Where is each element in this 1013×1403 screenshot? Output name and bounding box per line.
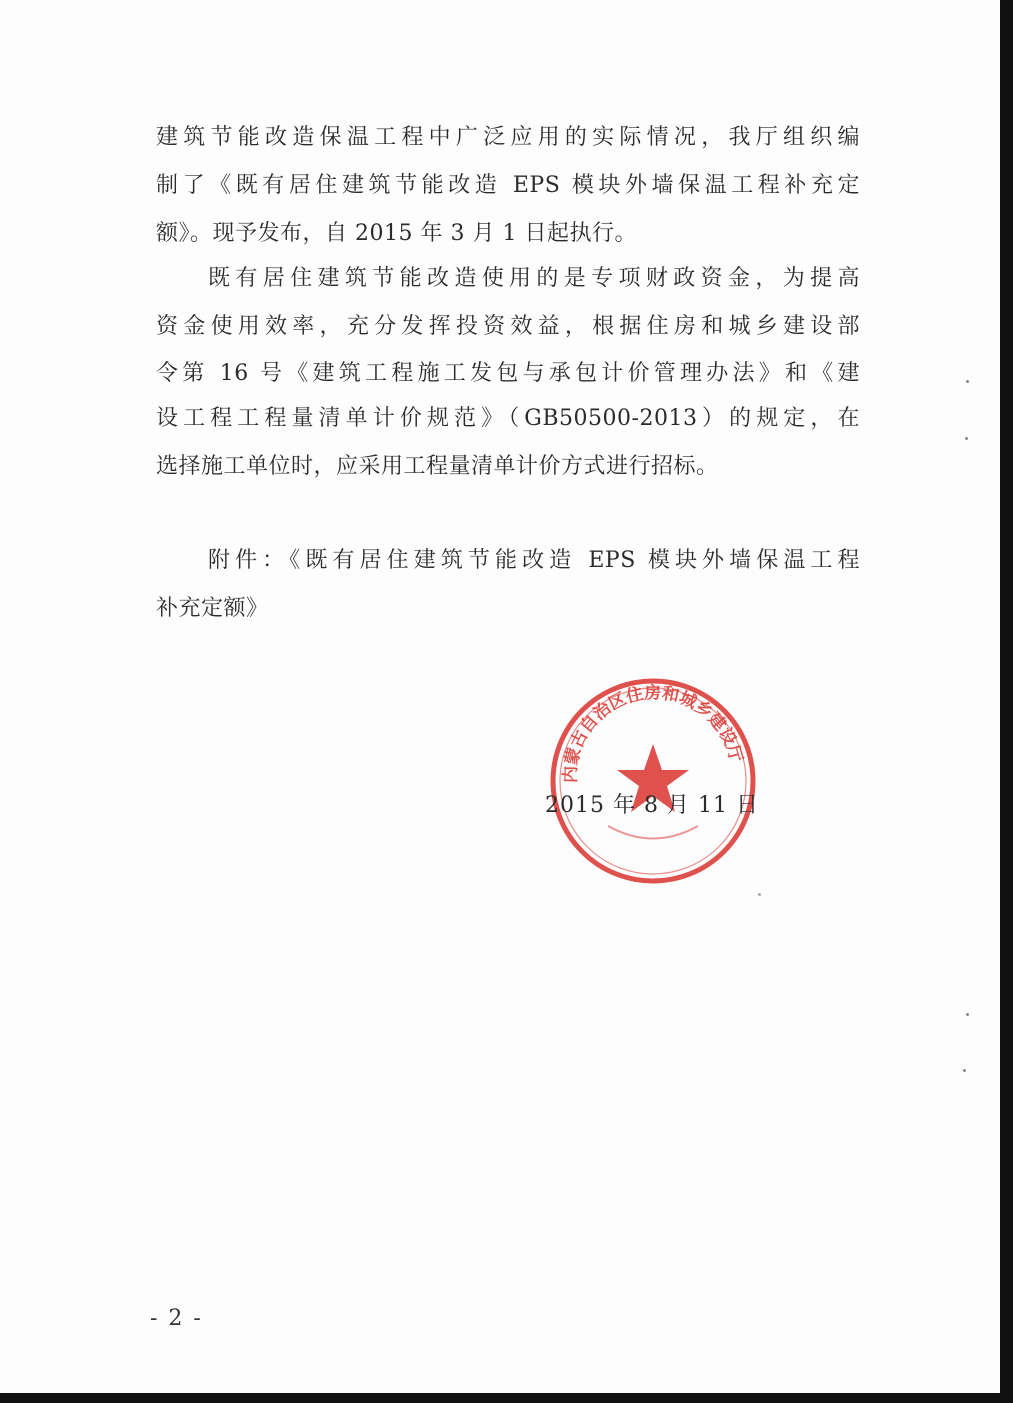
body-line-4: 既有居住建筑节能改造使用的是专项财政资金，为提高 bbox=[208, 266, 860, 291]
scan-speck bbox=[758, 893, 761, 896]
page-number: - 2 - bbox=[150, 1306, 203, 1331]
body-line-6: 令第 16 号《建筑工程施工发包与承包计价管理办法》和《建 bbox=[156, 361, 860, 386]
body-line-7: 设工程工程量清单计价规范》（GB50500-2013）的规定，在 bbox=[156, 406, 860, 431]
signature-date: 2015 年 8 月 11 日 bbox=[545, 793, 759, 818]
body-line-2: 制了《既有居住建筑节能改造 EPS 模块外墙保温工程补充定 bbox=[156, 173, 860, 198]
scan-speck bbox=[963, 1069, 966, 1072]
body-line-8: 选择施工单位时，应采用工程量清单计价方式进行招标。 bbox=[156, 454, 719, 479]
scan-speck bbox=[965, 437, 968, 440]
scan-speck bbox=[966, 380, 969, 383]
body-line-5: 资金使用效率，充分发挥投资效益，根据住房和城乡建设部 bbox=[156, 314, 860, 339]
attachment-line-1: 附件：《既有居住建筑节能改造 EPS 模块外墙保温工程 bbox=[208, 548, 860, 573]
scan-speck bbox=[966, 1013, 969, 1016]
seal-text: 内蒙古自治区住房和城乡建设厅 bbox=[560, 683, 746, 784]
body-line-1: 建筑节能改造保温工程中广泛应用的实际情况，我厅组织编 bbox=[156, 125, 860, 150]
official-seal bbox=[548, 676, 758, 886]
scan-edge-right bbox=[1000, 0, 1013, 1403]
scan-edge-bottom bbox=[0, 1393, 1013, 1403]
attachment-line-2: 补充定额》 bbox=[156, 596, 269, 621]
body-line-3: 额》。现予发布，自 2015 年 3 月 1 日起执行。 bbox=[156, 221, 637, 246]
